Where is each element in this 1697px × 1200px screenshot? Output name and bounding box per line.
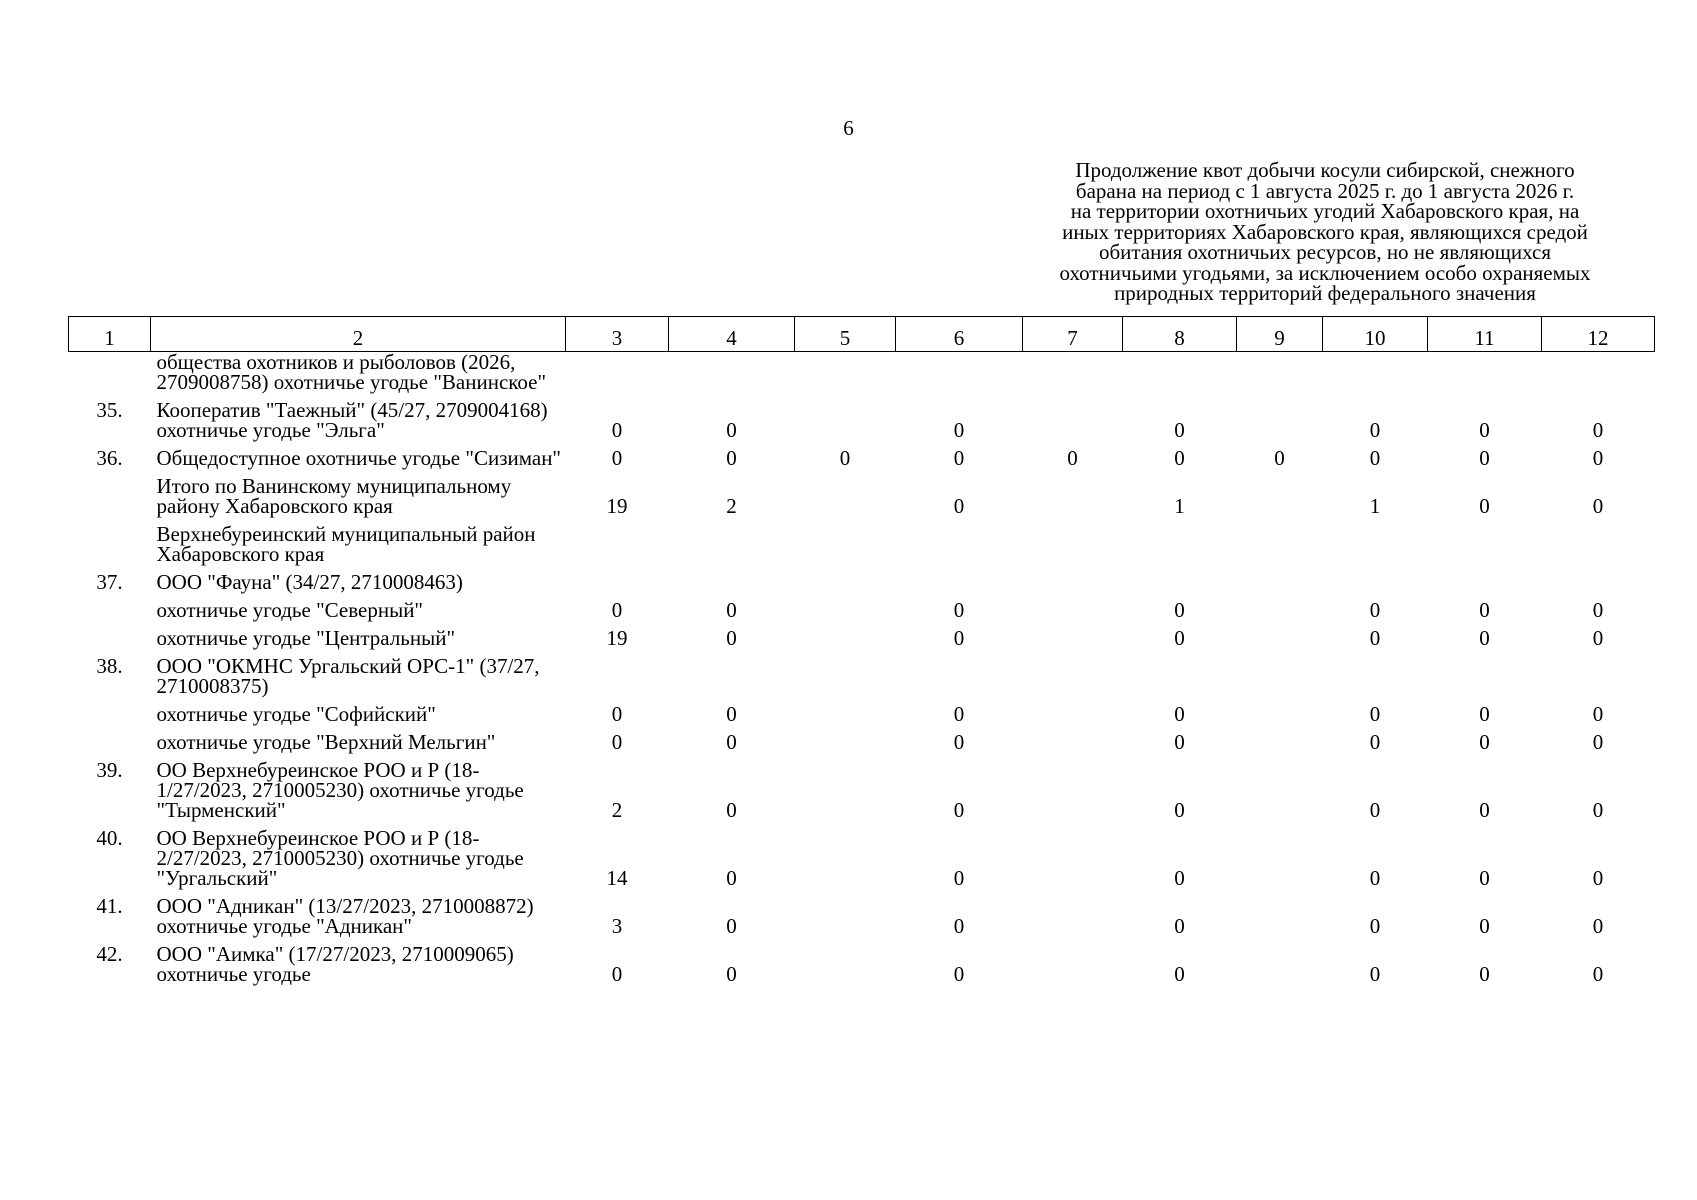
quota-value: 0 [953,626,965,650]
row-number: 35. [96,398,123,422]
quota-value: 0 [1479,798,1490,822]
row-name: Кооператив "Таежный" (45/27, 2709004168) охотничье угодье "Эльга" [156,398,548,442]
quota-value [1023,470,1123,518]
quota-value [669,650,795,698]
row-number: 41. [96,894,123,918]
column-header: 5 [795,317,896,352]
quota-value: 0 [1592,914,1604,938]
row-number [69,698,151,726]
quota-value: 0 [1174,702,1185,726]
quota-value: 0 [1369,798,1381,822]
row-name: охотничье угодье "Верхний Мельгин" [156,730,496,754]
quota-value [1023,698,1123,726]
row-number: 42. [96,942,123,966]
quota-value: 0 [726,418,737,442]
quota-value: 0 [1174,418,1185,442]
row-number: 36. [96,446,123,470]
column-header: 4 [669,317,795,352]
quota-value: 0 [1174,798,1185,822]
table-row [69,566,1655,594]
row-name: охотничье угодье "Центральный" [156,626,456,650]
quota-value: 0 [1592,730,1604,754]
column-header: 3 [566,317,669,352]
quota-value: 0 [1479,446,1490,470]
row-name: ООО "Фауна" (34/27, 2710008463) [156,570,463,594]
table-body [69,352,1655,987]
quota-value: 0 [1369,418,1381,442]
quota-value: 0 [953,730,965,754]
quota-value [1023,754,1123,822]
quota-value [1237,890,1323,938]
quota-value: 0 [1479,962,1490,986]
quota-value: 0 [1592,418,1604,442]
quota-value [1237,470,1323,518]
quota-value [1237,352,1323,395]
quota-value: 0 [611,598,623,622]
table-row [69,698,1655,726]
row-name: охотничье угодье "Софийский" [156,702,436,726]
quota-value: 0 [1369,598,1381,622]
quota-value [1237,594,1323,622]
row-number [69,726,151,754]
row-name: Общедоступное охотничье угодье "Сизиман" [156,446,562,470]
quota-value [896,352,1023,395]
quota-value [1323,566,1428,594]
row-number [69,518,151,566]
quota-value [896,518,1023,566]
heading-line: иных территориях Хабаровского края, являющихся средой [1062,219,1588,244]
row-name: Верхнебуреинский муниципальный район Хабаровского края [156,522,536,566]
quota-value [795,566,896,594]
quota-value [1023,650,1123,698]
quota-value [1323,518,1428,566]
quota-table [68,316,1655,986]
quota-value [1237,726,1323,754]
column-header: 10 [1323,317,1428,352]
quota-value: 0 [726,962,737,986]
row-number [69,470,151,518]
quota-value: 0 [1479,598,1490,622]
table-row [69,890,1655,938]
quota-value: 0 [953,494,965,518]
quota-value: 0 [1369,626,1381,650]
quota-value [566,650,669,698]
heading-line: барана на период с 1 августа 2025 г. до 1 августа 2026 г. [1075,178,1575,203]
row-number: 39. [96,758,123,782]
quota-value: 0 [953,418,965,442]
quota-value: 0 [1479,730,1490,754]
quota-value [1237,822,1323,890]
row-number: 38. [96,654,123,678]
quota-value [795,938,896,986]
quota-value: 0 [1369,866,1381,890]
quota-value [795,394,896,442]
quota-value [669,566,795,594]
quota-value: 0 [726,798,737,822]
quota-value: 0 [1479,702,1490,726]
quota-value [1542,518,1655,566]
quota-value: 0 [611,730,623,754]
quota-value: 0 [953,798,965,822]
quota-value: 0 [726,866,737,890]
table-row [69,822,1655,890]
quota-value [1542,352,1655,395]
quota-value: 0 [953,914,965,938]
row-name: общества охотников и рыболовов (2026, 2709008758) охотничье угодье "Ванинское" [156,350,547,394]
row-name: охотничье угодье "Северный" [156,598,424,622]
page-number: 6 [843,116,854,140]
row-name: ОО Верхнебуреинское РОО и Р (18-2/27/2023, 2710005230) охотничье угодье "Ургальский" [156,826,524,890]
quota-value [1023,566,1123,594]
quota-value [795,650,896,698]
quota-value [1542,566,1655,594]
quota-value [1237,394,1323,442]
quota-value: 0 [1174,730,1185,754]
column-header: 8 [1123,317,1237,352]
quota-value: 0 [726,446,737,470]
quota-value: 19 [606,494,628,518]
table-row [69,938,1655,986]
column-number-row [69,317,1655,352]
quota-value: 14 [606,866,628,890]
quota-value: 0 [726,598,737,622]
quota-value [795,470,896,518]
quota-value [1428,518,1542,566]
quota-value [1023,594,1123,622]
heading-line: охотничьими угодьями, за исключением особо охраняемых [1059,260,1591,285]
column-header: 6 [896,317,1023,352]
row-name: ООО "Аимка" (17/27/2023, 2710009065) охотничье угодье [156,942,514,986]
quota-value: 0 [1174,626,1185,650]
quota-value: 2 [726,494,737,518]
quota-value: 0 [1174,598,1185,622]
quota-value [1428,650,1542,698]
quota-value: 0 [953,446,965,470]
quota-value [1023,822,1123,890]
quota-value: 0 [726,914,737,938]
quota-value [1323,352,1428,395]
quota-value [795,822,896,890]
row-number [69,594,151,622]
column-header: 11 [1428,317,1542,352]
row-number: 40. [96,826,123,850]
quota-value [1123,650,1237,698]
quota-value: 0 [1369,702,1381,726]
quota-value [1542,650,1655,698]
quota-value: 0 [1369,730,1381,754]
quota-value [1428,566,1542,594]
quota-value: 0 [1592,866,1604,890]
quota-value: 2 [611,798,623,822]
quota-value: 0 [1479,494,1490,518]
table-row [69,754,1655,822]
quota-value [795,890,896,938]
quota-value [795,518,896,566]
quota-value: 0 [1369,914,1381,938]
row-name: ООО "Адникан" (13/27/2023, 2710008872) охотничье угодье "Адникан" [156,894,534,938]
quota-value: 0 [1479,418,1490,442]
quota-value: 0 [1067,446,1078,470]
column-header: 12 [1542,317,1655,352]
quota-value: 0 [953,866,965,890]
table-row [69,650,1655,698]
quota-value [1023,622,1123,650]
heading-line: Продолжение квот добычи косули сибирской, снежного [1075,158,1575,182]
quota-value: 0 [1592,598,1604,622]
column-header: 2 [151,317,566,352]
quota-value: 0 [1479,866,1490,890]
quota-value [1023,726,1123,754]
quota-value: 0 [1174,866,1185,890]
quota-value: 1 [1369,494,1381,518]
quota-value: 0 [953,702,965,726]
column-header: 9 [1237,317,1323,352]
heading-line: на территории охотничьих угодий Хабаровского края, на [1070,199,1580,223]
row-name: ООО "ОКМНС Ургальский ОРС-1" (37/27, 2710008375) [156,654,540,698]
quota-value: 0 [1174,446,1185,470]
quota-value: 0 [1369,446,1381,470]
quota-value [1123,352,1237,395]
table-row [69,594,1655,622]
row-number [69,352,151,395]
quota-value: 0 [1479,914,1490,938]
quota-value [1237,650,1323,698]
quota-value: 0 [1369,962,1381,986]
table-row [69,622,1655,650]
quota-value: 0 [1174,962,1185,986]
quota-value: 0 [953,962,965,986]
quota-value [1237,518,1323,566]
quota-value [795,594,896,622]
quota-value [896,650,1023,698]
table-row [69,442,1655,470]
quota-value [1237,566,1323,594]
column-header: 1 [69,317,151,352]
quota-value: 0 [726,730,737,754]
quota-value [566,566,669,594]
quota-value [1237,938,1323,986]
quota-value [896,566,1023,594]
quota-value [1023,518,1123,566]
quota-value [1023,394,1123,442]
quota-value: 19 [606,626,628,650]
quota-value [1428,352,1542,395]
row-name: Итого по Ванинскому муниципальному району Хабаровского края [156,474,512,518]
heading-line: обитания охотничьих ресурсов, но не являющихся [1098,240,1552,264]
quota-value [795,754,896,822]
quota-value: 0 [726,702,737,726]
quota-value: 0 [839,446,851,470]
quota-value: 0 [611,702,623,726]
table-row [69,352,1655,395]
row-name: ОО Верхнебуреинское РОО и Р (18-1/27/2023, 2710005230) охотничье угодье "Тырменский" [156,758,524,822]
quota-value [795,698,896,726]
quota-value: 0 [611,418,623,442]
row-number [69,622,151,650]
quota-value [1023,938,1123,986]
quota-value [795,622,896,650]
quota-value: 0 [1592,446,1604,470]
quota-value: 0 [1592,962,1604,986]
quota-value: 0 [1592,626,1604,650]
quota-value [1323,650,1428,698]
table-heading [1005,160,1645,304]
quota-value: 0 [611,446,623,470]
quota-value [1123,566,1237,594]
table-row [69,470,1655,518]
quota-value [1237,698,1323,726]
quota-value [1023,352,1123,395]
quota-value: 0 [726,626,737,650]
quota-value [1237,622,1323,650]
quota-value: 0 [1592,494,1604,518]
quota-value [669,352,795,395]
quota-value: 0 [1479,626,1490,650]
quota-value [566,352,669,395]
quota-value: 0 [953,598,965,622]
quota-value: 3 [611,914,623,938]
column-header: 7 [1023,317,1123,352]
quota-value [795,352,896,395]
quota-value: 1 [1174,494,1185,518]
quota-value [566,518,669,566]
table-row [69,394,1655,442]
quota-value [1123,518,1237,566]
quota-value: 0 [1174,914,1185,938]
quota-value: 0 [611,962,623,986]
quota-value: 0 [1592,798,1604,822]
quota-value: 0 [1274,446,1285,470]
table-row [69,518,1655,566]
quota-value [1023,890,1123,938]
quota-value: 0 [1592,702,1604,726]
table-row [69,726,1655,754]
quota-value [669,518,795,566]
row-number: 37. [96,570,123,594]
quota-value [795,726,896,754]
heading-line: природных территорий федерального значения [1114,281,1536,305]
quota-value [1237,754,1323,822]
